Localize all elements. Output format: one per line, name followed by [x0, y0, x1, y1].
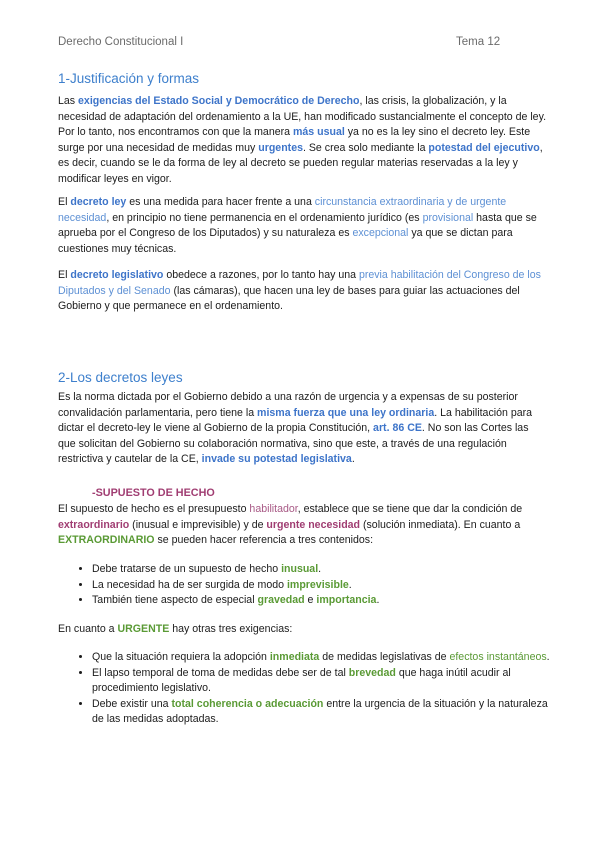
section-2-paragraph-1: Es la norma dictada por el Gobierno debido a una razón de urgencia y a expensas de su posterior convalidación parlamentaria, pero tiene la misma fuerza que una ley ordinaria. La habilitación para dictar el decreto-ley le viene al Gobierno de la propia Constitución, art. 86 CE. No son las Cortes las que solicitan del Gobierno su colaboración normativa, sino que este, a través de una regulación restrictiva y cautelar de la CE, invade su potestad legislativa.	[58, 391, 533, 465]
section-1-paragraph-2: El decreto ley es una medida para hacer frente a una circunstancia extraordinaria y de urgente necesidad, en principio no tiene permanencia en el ordenamiento jurídico (es provisional hasta que se aprueba por el Congreso de los Diputados) y su naturaleza es excepcional ya que se dictan para cuestiones muy técnicas.	[58, 196, 537, 255]
header-topic: Tema 12	[456, 36, 501, 48]
list-item: • Debe tratarse de un supuesto de hecho inusual.	[92, 562, 562, 578]
section-2-paragraph-3: En cuanto a URGENTE hay otras tres exigencias:	[58, 623, 293, 635]
list-item: • La necesidad ha de ser surgida de modo imprevisible.	[92, 578, 562, 594]
list-item: • También tiene aspecto de especial gravedad e importancia.	[92, 593, 562, 609]
header-course: Derecho Constitucional I	[58, 36, 184, 48]
urgente-list	[75, 650, 562, 728]
section-2-title: 2-Los decretos leyes	[58, 370, 183, 385]
list-item: • El lapso temporal de toma de medidas debe ser de tal brevedad que haga inútil acudir al procedimiento legislativo.	[92, 666, 562, 697]
list-item: • Debe existir una total coherencia o adecuación entre la urgencia de la situación y la naturaleza de las medidas adoptadas.	[92, 697, 562, 728]
section-1-paragraph-1: Las exigencias del Estado Social y Democrático de Derecho, las crisis, la globalización, y la necesidad de adaptación del ordenamiento a la UE, han modificado sustancialmente el concepto de ley. Por lo tanto, nos encontramos con que la manera más usual ya no es la ley sino el decreto ley. Este surge por una necesidad de medidas muy urgentes. Se crea solo mediante la potestad del ejecutivo, es decir, cuando se le da forma de ley al decreto se pueden regular materias reservadas a la ley y modificar leyes en vigor.	[58, 95, 547, 185]
section-2-paragraph-2: El supuesto de hecho es el presupuesto habilitador, establece que se tiene que dar la condición de extraordinario (inusual e imprevisible) y de urgente necesidad (solución inmediata). En cuanto a EXTRAORDINARIO se pueden hacer referencia a tres contenidos:	[58, 503, 523, 546]
section-1-title: 1-Justificación y formas	[58, 71, 200, 86]
list-item: • Que la situación requiera la adopción inmediata de medidas legislativas de efectos instantáneos.	[92, 650, 562, 666]
subsection-title: -SUPUESTO DE HECHO	[92, 487, 215, 499]
section-1-paragraph-3: El decreto legislativo obedece a razones, por lo tanto hay una previa habilitación del Congreso de los Diputados y del Senado (las cámaras), que hacen una ley de bases para guiar las actuaciones del Gobierno y que permanece en el ordenamiento.	[58, 269, 541, 312]
extraordinario-list	[75, 562, 562, 609]
